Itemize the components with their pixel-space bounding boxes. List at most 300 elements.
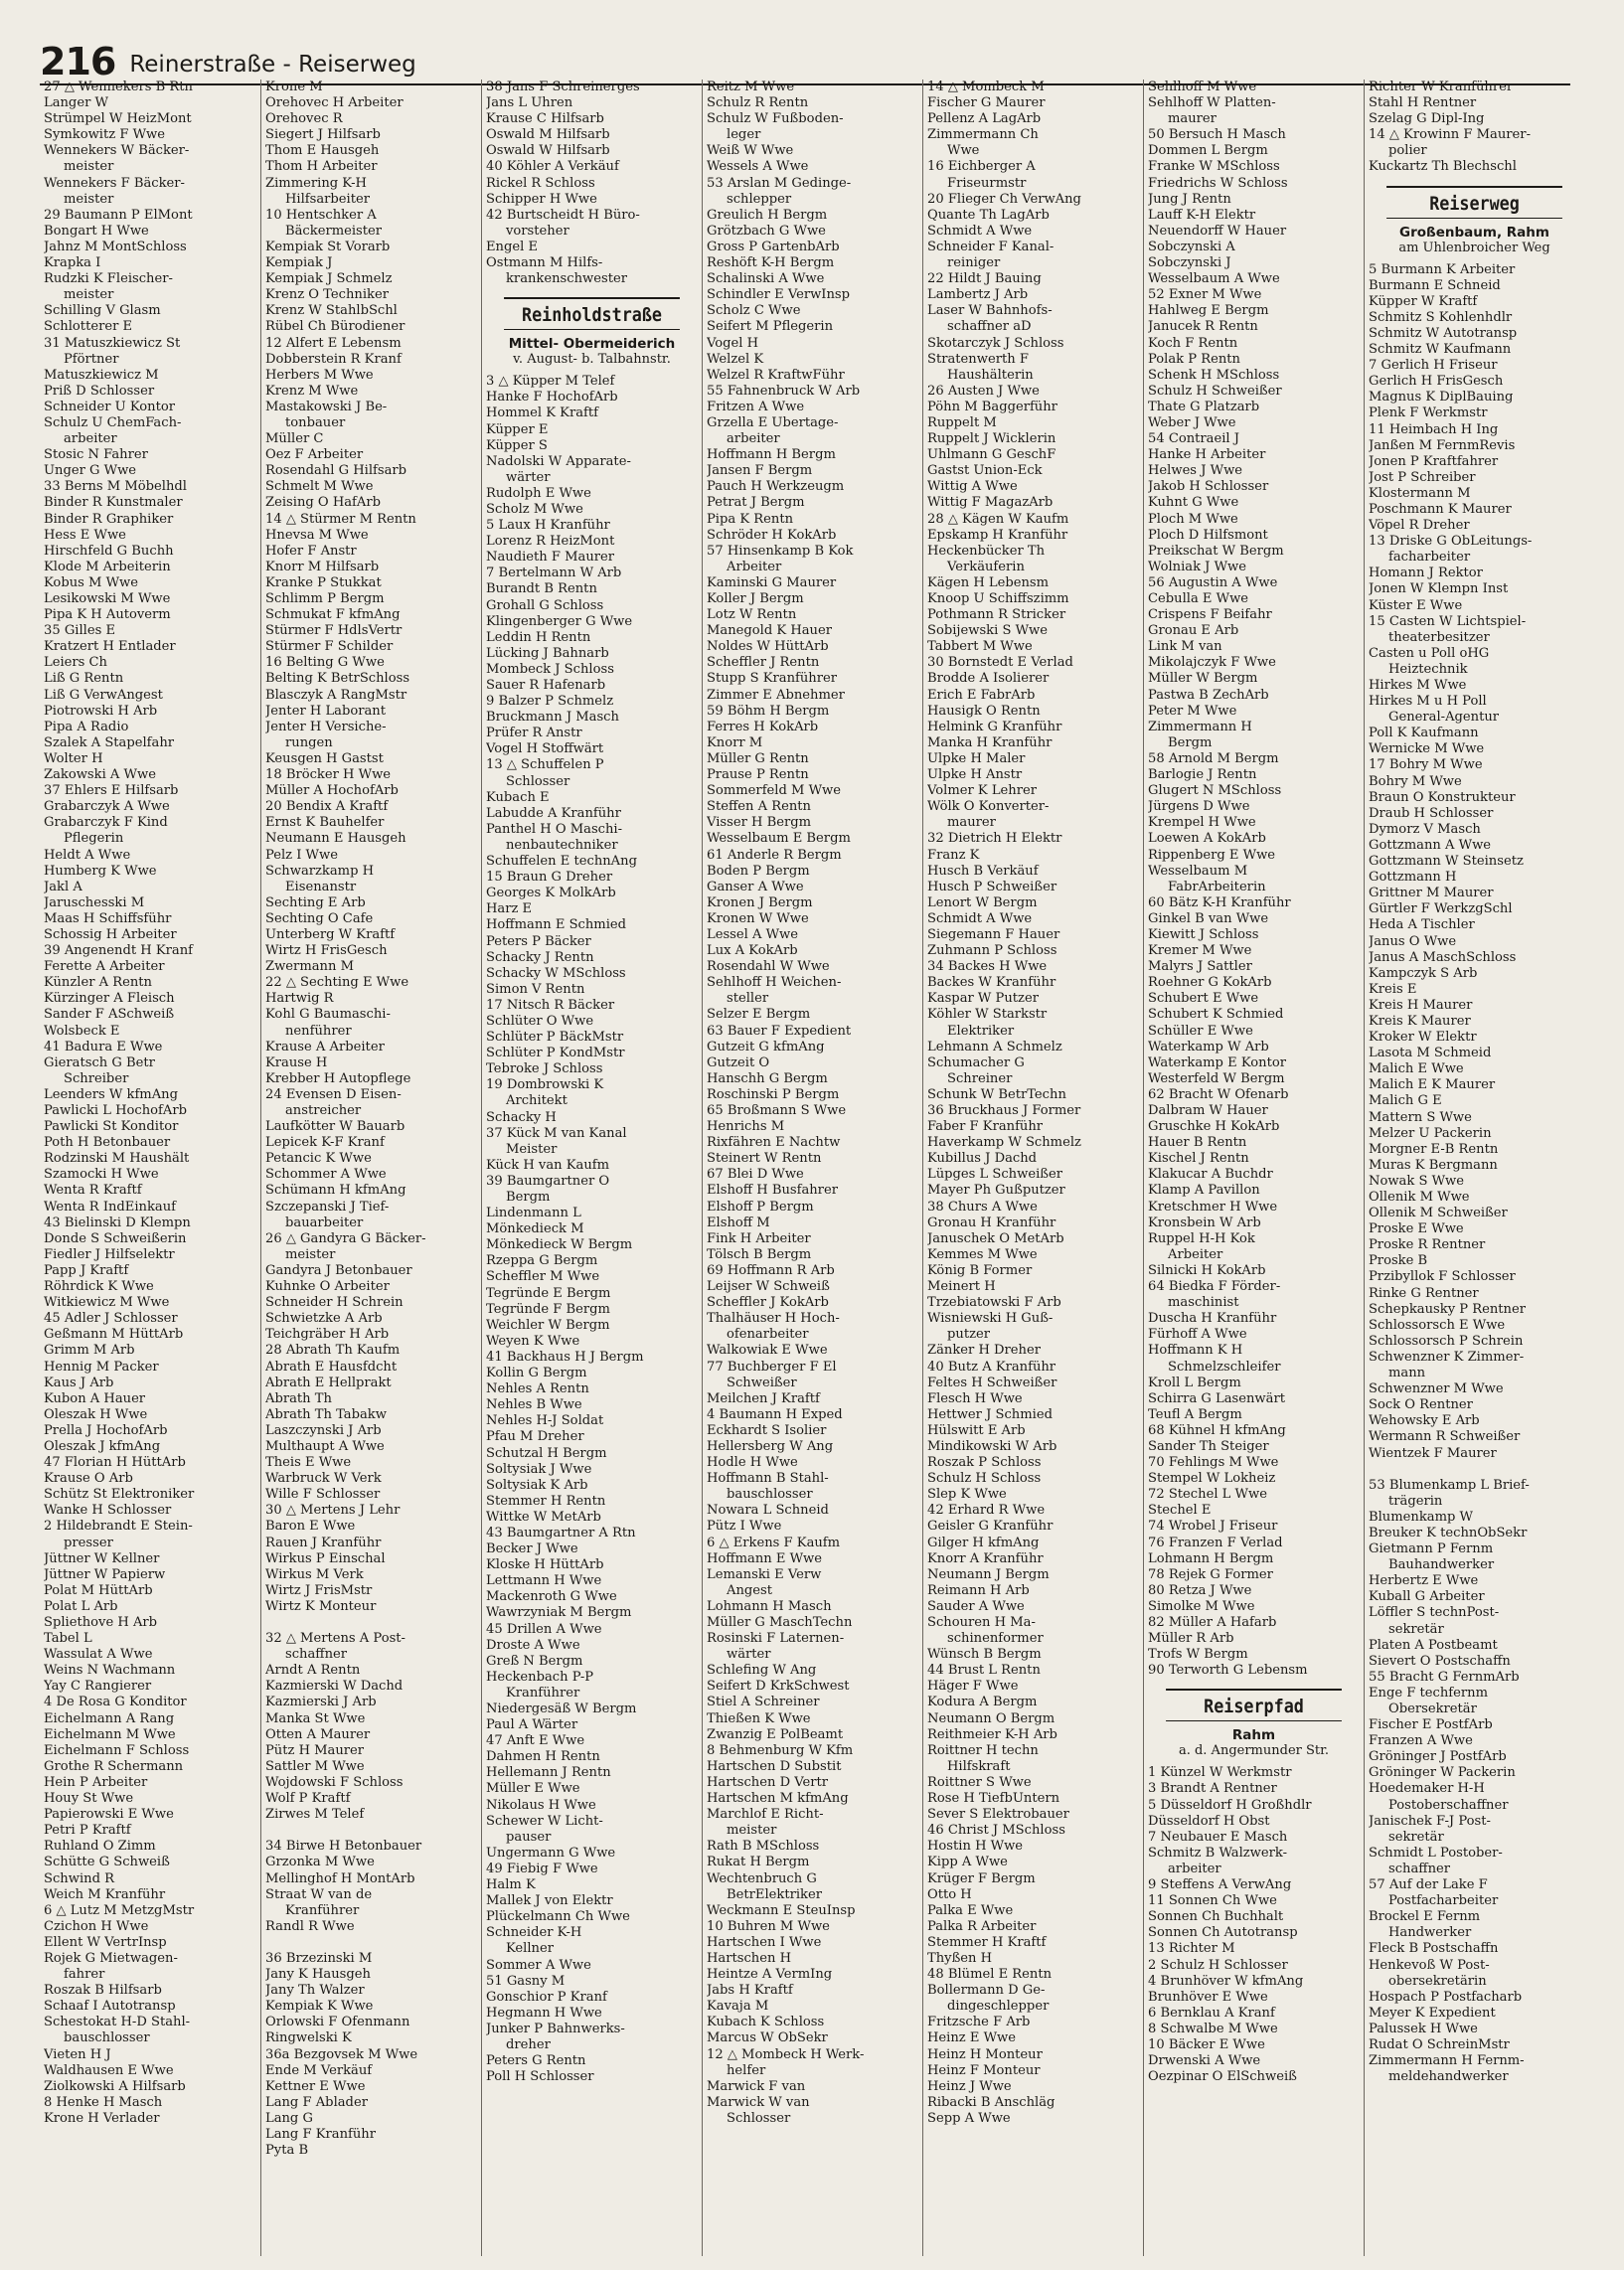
directory-entry: Barlogie J Rentn — [1148, 767, 1257, 783]
directory-entry: Henkevoß W Post- — [1369, 1957, 1490, 1973]
directory-entry: Thate G Platzarb — [1148, 399, 1260, 414]
directory-entry: Rinke G Rentner — [1369, 1285, 1479, 1301]
directory-entry: Rose H TiefbUntern — [927, 1791, 1060, 1807]
directory-entry: Thyßen H — [927, 1950, 993, 1966]
directory-entry: Schlossorsch P Schrein — [1369, 1333, 1524, 1349]
directory-entry: Ruppelt J Wicklerin — [927, 431, 1056, 447]
directory-entry: Burmann E Schneid — [1369, 277, 1501, 293]
directory-entry: Hartschen M kfmAng — [707, 1791, 849, 1807]
directory-entry: 6 △ Lutz M MetzgMstr — [44, 1902, 195, 1918]
directory-entry: Wessels A Wwe — [707, 159, 809, 175]
directory-entry: Prella J HochofArb — [44, 1422, 168, 1438]
directory-column — [260, 80, 477, 2256]
directory-entry: Schulz W Fußboden- — [707, 111, 844, 127]
directory-entry: Fischer E PostfArb — [1369, 1717, 1493, 1733]
directory-entry: 14 △ Mombeck M — [927, 80, 1045, 94]
directory-entry: Mindikowski W Arb — [927, 1438, 1057, 1454]
entry-continuation: facharbeiter — [1388, 550, 1471, 566]
directory-entry: Roehner G KokArb — [1148, 975, 1272, 991]
directory-entry: Heldt A Wwe — [44, 847, 131, 863]
directory-entry: Wesselbaum E Bergm — [707, 831, 851, 847]
directory-entry — [265, 1615, 477, 1631]
entry-continuation: putzer — [947, 1327, 990, 1343]
directory-entry: Neumann O Bergm — [927, 1710, 1056, 1726]
directory-entry: Leddin H Rentn — [486, 629, 591, 645]
directory-entry: 77 Buchberger F El — [707, 1359, 837, 1375]
directory-entry: Häger F Wwe — [927, 1679, 1019, 1695]
directory-entry: Hennig M Packer — [44, 1359, 159, 1375]
entry-continuation: trägerin — [1388, 1493, 1443, 1509]
directory-entry: Schümann H kfmAng — [265, 1183, 406, 1199]
directory-entry: Kuhnke O Arbeiter — [265, 1279, 390, 1295]
directory-entry: Elshoff P Bergm — [707, 1199, 814, 1215]
directory-entry: Weiß W Wwe — [707, 143, 794, 159]
directory-entry: Stürmer F HdlsVertr — [265, 623, 403, 639]
directory-entry: Tegründe E Bergm — [486, 1285, 611, 1301]
directory-entry: Dommen L Bergm — [1148, 143, 1268, 159]
directory-entry: Hanschh G Bergm — [707, 1070, 828, 1086]
directory-entry: Walkowiak E Wwe — [707, 1343, 828, 1359]
directory-entry: 61 Anderle R Bergm — [707, 847, 842, 863]
entry-continuation: meister — [727, 1823, 777, 1839]
directory-entry: Nowak S Wwe — [1369, 1173, 1464, 1189]
directory-entry: Mönkedieck M — [486, 1221, 584, 1237]
directory-entry: Schröder H KokArb — [707, 527, 837, 543]
directory-entry: Schlüter P KondMstr — [486, 1046, 625, 1061]
directory-entry: Kroll L Bergm — [1148, 1375, 1241, 1390]
directory-entry: Quante Th LagArb — [927, 207, 1050, 223]
directory-entry: Nowara L Schneid — [707, 1503, 829, 1519]
entry-continuation: General-Agentur — [1388, 710, 1500, 726]
directory-entry: Krempel H Wwe — [1148, 815, 1256, 831]
directory-entry: Pöhn M Baggerführ — [927, 399, 1057, 414]
entry-continuation: steller — [727, 991, 769, 1007]
directory-entry: Grabarczyk F Kind — [44, 815, 168, 831]
directory-entry: 5 Burmann K Arbeiter — [1369, 261, 1516, 277]
directory-entry: Abrath Th Tabakw — [265, 1406, 387, 1422]
directory-entry: Erich E FabrArb — [927, 687, 1036, 703]
directory-entry: Krapka I — [44, 255, 101, 271]
directory-entry: Lemanski E Verw — [707, 1566, 822, 1582]
directory-entry: Prause P Rentn — [707, 767, 809, 783]
directory-entry: 14 △ Stürmer M Rentn — [265, 511, 416, 527]
directory-entry: Witkiewicz M Wwe — [44, 1295, 170, 1311]
directory-entry: Ruppelt M — [927, 414, 997, 430]
entry-continuation: Schreiber — [64, 1070, 129, 1086]
entry-continuation: helfer — [727, 2062, 766, 2078]
directory-entry: Schacky J Rentn — [486, 949, 594, 965]
directory-entry: Klode M Arbeiterin — [44, 559, 171, 574]
directory-entry: 40 Köhler A Verkäuf — [486, 159, 619, 175]
directory-entry: 37 Ehlers E Hilfsarb — [44, 783, 179, 799]
entry-continuation: maurer — [1168, 111, 1217, 127]
directory-entry: Schmitz B Walzwerk- — [1148, 1845, 1288, 1861]
directory-entry: Petri P Kraftf — [44, 1823, 131, 1839]
entry-continuation: Schlosser — [727, 2110, 791, 2126]
directory-entry: Pfau M Dreher — [486, 1429, 584, 1445]
directory-entry: Gürtler F WerkzgSchl — [1369, 901, 1513, 917]
directory-entry: Jaruschesski M — [44, 894, 145, 910]
directory-entry: Sander Th Steiger — [1148, 1438, 1269, 1454]
directory-entry: 2 Hildebrandt E Stein- — [44, 1519, 193, 1535]
directory-entry: Mikolajczyk F Wwe — [1148, 655, 1276, 671]
directory-entry: Mombeck J Schloss — [486, 661, 614, 677]
entry-continuation: nenführer — [285, 1023, 352, 1039]
directory-entry: 34 Birwe H Betonbauer — [265, 1839, 422, 1855]
directory-entry: Heinz E Wwe — [927, 2030, 1016, 2046]
directory-entry: Gilger H kfmAng — [927, 1535, 1040, 1550]
directory-entry: Sock O Rentner — [1369, 1397, 1473, 1413]
directory-entry: Knoop U Schiffszimm — [927, 591, 1069, 606]
directory-entry: Krause H — [265, 1054, 328, 1070]
directory-entry: Peters G Rentn — [486, 2053, 586, 2069]
directory-entry: 38 Churs A Wwe — [927, 1199, 1038, 1215]
directory-entry: Fürhoff A Wwe — [1148, 1327, 1247, 1343]
directory-entry: Pipa A Radio — [44, 719, 129, 734]
directory-entry: 12 △ Mombeck H Werk- — [707, 2046, 865, 2062]
directory-entry: 46 Christ J MSchloss — [927, 1823, 1065, 1839]
directory-entry: Maas H Schiffsführ — [44, 910, 172, 926]
directory-entry: Preikschat W Bergm — [1148, 543, 1284, 559]
directory-entry: Naudieth F Maurer — [486, 550, 615, 566]
directory-entry: Oleszak H Wwe — [44, 1406, 148, 1422]
directory-entry: Fritzsche F Arb — [927, 2015, 1031, 2030]
directory-entry: Ruhland O Zimm — [44, 1839, 156, 1855]
directory-entry: Elshoff M — [707, 1215, 770, 1230]
directory-entry: Feltes H Schweißer — [927, 1375, 1057, 1390]
entry-continuation: rungen — [285, 734, 333, 750]
directory-entry: Rickel R Schloss — [486, 175, 595, 191]
directory-entry: Grzonka M Wwe — [265, 1855, 375, 1870]
directory-entry: Küpper E — [486, 421, 549, 437]
directory-entry: Grothe R Schermann — [44, 1758, 184, 1774]
directory-entry: Rojek G Mietwagen- — [44, 1950, 178, 1966]
directory-entry: 47 Florian H HüttArb — [44, 1455, 186, 1471]
directory-entry: Orehovec R — [265, 111, 343, 127]
street-location-note: am Uhlenbroicher Weg — [1398, 240, 1550, 255]
directory-entry: Morgner E-B Rentn — [1369, 1141, 1499, 1157]
directory-entry: 17 Bohry M Wwe — [1369, 757, 1483, 773]
directory-entry: Januschek O MetArb — [927, 1230, 1064, 1246]
directory-entry: 8 Henke H Masch — [44, 2094, 163, 2110]
directory-entry: Künzler A Rentn — [44, 975, 152, 991]
directory-entry: Lessel A Wwe — [707, 926, 799, 942]
directory-entry: Otten A Maurer — [265, 1726, 371, 1742]
directory-entry: 47 Anft E Wwe — [486, 1733, 585, 1749]
directory-entry: Kempiak J — [265, 255, 333, 271]
directory-entry: Kiewitt J Schloss — [1148, 926, 1259, 942]
street-heading: Reiserpfad — [1166, 1689, 1342, 1721]
directory-entry: Haverkamp W Schmelz — [927, 1135, 1081, 1151]
directory-entry: Flesch H Wwe — [927, 1390, 1023, 1406]
directory-entry: Schwenzner K Zimmer- — [1369, 1349, 1525, 1365]
directory-entry: Jenter H Versiche- — [265, 719, 387, 734]
directory-entry: Gruschke H KokArb — [1148, 1119, 1280, 1135]
directory-entry: Reithmeier K-H Arb — [927, 1726, 1057, 1742]
directory-entry: Siegert J Hilfsarb — [265, 127, 381, 143]
directory-entry: Dahmen H Rentn — [486, 1749, 600, 1765]
directory-entry: Friedrichs W Schloss — [1148, 175, 1288, 191]
directory-entry: 76 Franzen F Verlad — [1148, 1535, 1283, 1550]
directory-entry: Neumann J Bergm — [927, 1566, 1050, 1582]
directory-entry: Pelz I Wwe — [265, 847, 338, 863]
directory-entry: 36 Bruckhaus J Former — [927, 1103, 1081, 1118]
directory-entry: Platen A Postbeamt — [1369, 1637, 1498, 1653]
directory-entry: Kreis H Maurer — [1369, 997, 1473, 1013]
entry-continuation: tonbauer — [285, 414, 346, 430]
directory-entry: Polak P Rentn — [1148, 351, 1240, 367]
directory-entry: 28 Abrath Th Kaufm — [265, 1343, 401, 1359]
directory-entry: Sauder A Wwe — [927, 1598, 1025, 1614]
directory-entry: Multhaupt A Wwe — [265, 1438, 385, 1454]
directory-entry: 59 Böhm H Bergm — [707, 703, 830, 719]
directory-entry: 49 Fiebig F Wwe — [486, 1861, 598, 1876]
directory-entry: 41 Backhaus H J Bergm — [486, 1349, 644, 1365]
directory-entry: Helwes J Wwe — [1148, 463, 1243, 479]
directory-entry: Schmukat F kfmAng — [265, 607, 401, 623]
directory-entry: Gottzmann H — [1369, 870, 1457, 886]
directory-entry: 67 Blei D Wwe — [707, 1167, 804, 1183]
entry-continuation: maurer — [947, 815, 996, 831]
directory-entry: Wolniak J Wwe — [1148, 559, 1246, 574]
directory-entry: Wehowsky E Arb — [1369, 1413, 1480, 1429]
directory-entry: Drwenski A Wwe — [1148, 2053, 1261, 2069]
directory-entry: Wechtenbruch G — [707, 1870, 817, 1886]
directory-entry: Schmidt A Wwe — [927, 910, 1033, 926]
directory-entry: Bruckmann J Masch — [486, 710, 619, 726]
directory-entry: Kubach E — [486, 789, 550, 805]
directory-entry: Muras K Bergmann — [1369, 1157, 1498, 1173]
directory-entry: Wenta R Kraftf — [44, 1183, 142, 1199]
directory-entry: Kratzert H Entlader — [44, 639, 176, 655]
directory-entry: Proske B — [1369, 1253, 1428, 1269]
entry-continuation: Bäckermeister — [285, 223, 383, 239]
directory-entry: Cebulla E Wwe — [1148, 591, 1249, 606]
entry-continuation: Bergm — [506, 1190, 551, 1205]
directory-entry: Lambertz J Arb — [927, 287, 1029, 303]
directory-entry: Schalinski A Wwe — [707, 271, 825, 287]
directory-entry: Schlüter P BäckMstr — [486, 1030, 624, 1046]
directory-entry: Donde S Schweißerin — [44, 1230, 187, 1246]
directory-entry: Harz E — [486, 901, 533, 917]
directory-entry: Schulz H Schweißer — [1148, 383, 1282, 399]
directory-entry: Palka R Arbeiter — [927, 1918, 1037, 1934]
directory-entry: Heintze A VermIng — [707, 1967, 833, 1983]
directory-entry: 6 △ Erkens F Kaufm — [707, 1535, 841, 1550]
directory-entry: 29 Baumann P ElMont — [44, 207, 193, 223]
directory-entry: 4 De Rosa G Konditor — [44, 1695, 187, 1710]
directory-entry: Oswald M Hilfsarb — [486, 127, 610, 143]
directory-entry: Zuhmann P Schloss — [927, 943, 1057, 959]
directory-entry: 9 Steffens A VerwAng — [1148, 1877, 1292, 1893]
directory-entry: 3 △ Küpper M Telef — [486, 374, 615, 390]
directory-entry: 9 Balzer P Schmelz — [486, 694, 614, 710]
entry-continuation: wärter — [727, 1647, 771, 1663]
directory-entry: Meinert H — [927, 1279, 996, 1295]
directory-entry: 50 Bersuch H Masch — [1148, 127, 1286, 143]
directory-entry: Grzella E Übertage- — [707, 414, 839, 430]
directory-entry: Silnicki H KokArb — [1148, 1262, 1266, 1278]
directory-entry: Schüller E Wwe — [1148, 1023, 1253, 1039]
directory-entry: Janus O Wwe — [1369, 933, 1457, 949]
directory-entry: Rauen J Kranführ — [265, 1535, 382, 1550]
entry-continuation: Schreiner — [947, 1070, 1013, 1086]
directory-entry: Rudzki K Fleischer- — [44, 271, 173, 287]
directory-entry: 30 Bornstedt E Verlad — [927, 655, 1073, 671]
directory-entry: Palussek H Wwe — [1369, 2021, 1478, 2036]
directory-entry: Rzeppa G Bergm — [486, 1253, 598, 1269]
directory-entry: Mayer Ph Gußputzer — [927, 1183, 1065, 1199]
directory-entry: Richter W Kranführer — [1369, 80, 1514, 94]
directory-entry: Mellinghof H MontArb — [265, 1870, 415, 1886]
entry-continuation: pauser — [506, 1829, 552, 1845]
directory-entry: Wisniewski H Guß- — [927, 1311, 1054, 1327]
directory-entry: Stahl H Rentner — [1369, 95, 1477, 111]
entry-continuation: Arbeiter — [1168, 1246, 1223, 1262]
directory-entry: Dobberstein R Kranf — [265, 351, 402, 367]
directory-entry: Schneider F Kanal- — [927, 239, 1055, 254]
directory-entry: Straat W van de — [265, 1886, 373, 1902]
directory-entry: Hartschen H — [707, 1950, 791, 1966]
directory-entry: Ende M Verkäuf — [265, 2062, 373, 2078]
directory-entry: Jansen F Bergm — [707, 463, 813, 479]
directory-entry: Marcus W ObSekr — [707, 2030, 828, 2046]
directory-entry: Manka H Kranführ — [927, 734, 1053, 750]
directory-entry: Hostin H Wwe — [927, 1839, 1024, 1855]
directory-entry: Melzer U Packerin — [1369, 1125, 1492, 1141]
directory-entry: Braun O Konstrukteur — [1369, 789, 1516, 805]
directory-entry: Jabs H Kraftf — [707, 1983, 793, 1999]
directory-entry: Szelag G Dipl-Ing — [1369, 111, 1485, 127]
directory-entry: 32 △ Mertens A Post- — [265, 1631, 406, 1647]
directory-entry: Scholz M Wwe — [486, 501, 583, 517]
directory-entry: Link M van — [1148, 639, 1222, 655]
directory-entry: Epskamp H Kranführ — [927, 527, 1068, 543]
directory-entry: Brodde A Isolierer — [927, 671, 1050, 687]
directory-entry: Mastakowski J Be- — [265, 399, 388, 414]
directory-entry: 53 Arslan M Gedinge- — [707, 175, 852, 191]
directory-entry: Kägen H Lebensm — [927, 574, 1050, 590]
directory-entry: Kaminski G Maurer — [707, 574, 837, 590]
directory-entry: Duscha H Kranführ — [1148, 1311, 1277, 1327]
entry-continuation: fahrer — [64, 1967, 105, 1983]
directory-entry: 45 Adler J Schlosser — [44, 1311, 178, 1327]
entry-continuation: sekretär — [1388, 1621, 1444, 1637]
entry-continuation: Schweißer — [727, 1375, 797, 1390]
directory-entry: Sattler M Wwe — [265, 1758, 365, 1774]
directory-entry: Schuffelen E technAng — [486, 854, 637, 870]
directory-entry: 36a Bezgovsek M Wwe — [265, 2046, 418, 2062]
directory-entry: Rosendahl G Hilfsarb — [265, 463, 407, 479]
directory-entry: Krause O Arb — [44, 1471, 133, 1487]
directory-entry: Sever S Elektrobauer — [927, 1807, 1069, 1823]
directory-entry: Poll H Schlosser — [486, 2069, 594, 2085]
directory-entry: 7 Bertelmann W Arb — [486, 566, 622, 581]
directory-entry: Elshoff H Busfahrer — [707, 1183, 838, 1199]
entry-continuation: maschinist — [1168, 1295, 1239, 1311]
directory-entry: Poth H Betonbauer — [44, 1135, 171, 1151]
directory-entry: Wesselbaum A Wwe — [1148, 271, 1280, 287]
entry-continuation: Kranführer — [506, 1685, 580, 1701]
directory-entry: 8 Behmenburg W Kfm — [707, 1742, 854, 1758]
directory-entry: Lohmann H Bergm — [1148, 1550, 1274, 1566]
directory-entry: Gandyra J Betonbauer — [265, 1262, 412, 1278]
directory-entry: 33 Berns M Möbelhdl — [44, 479, 187, 495]
entry-continuation: Arbeiter — [727, 559, 782, 574]
directory-entry: Nehles H-J Soldat — [486, 1413, 604, 1429]
directory-entry: Thießen K Wwe — [707, 1710, 811, 1726]
entry-continuation: Hilfskraft — [947, 1758, 1011, 1774]
entry-continuation: schaffner — [1388, 1861, 1451, 1876]
directory-entry: Wirtz J FrisMstr — [265, 1582, 373, 1598]
entry-continuation: Friseurmstr — [947, 175, 1027, 191]
directory-entry: Roittner S Wwe — [927, 1774, 1032, 1790]
entry-continuation: Schlosser — [506, 773, 570, 789]
street-location-note: a. d. Angermunder Str. — [1178, 1743, 1330, 1759]
directory-entry: Krenz O Techniker — [265, 287, 389, 303]
directory-entry: Ulpke H Anstr — [927, 767, 1023, 783]
directory-entry: Franzen A Wwe — [1369, 1733, 1473, 1749]
directory-entry: Gerlich H FrisGesch — [1369, 374, 1504, 390]
directory-entry: Sonnen Ch Autotransp — [1148, 1925, 1298, 1941]
directory-entry: Westerfeld W Bergm — [1148, 1070, 1285, 1086]
directory-entry: Krüger F Bergm — [927, 1870, 1036, 1886]
directory-entry: Grötzbach G Wwe — [707, 223, 826, 239]
directory-entry: Roschinski P Bergm — [707, 1086, 840, 1102]
directory-entry: Theis E Wwe — [265, 1455, 352, 1471]
directory-entry: Gonschior P Kranf — [486, 1989, 607, 2005]
directory-entry: Hoffmann E Schmied — [486, 917, 627, 933]
directory-entry: Jüttner W Papierw — [44, 1566, 166, 1582]
directory-entry: Niedergesäß W Bergm — [486, 1702, 637, 1716]
directory-entry: Stosic N Fahrer — [44, 447, 148, 463]
directory-entry: Kobus M Wwe — [44, 574, 138, 590]
directory-entry: Wernicke M Wwe — [1369, 741, 1485, 757]
directory-entry: 45 Drillen A Wwe — [486, 1621, 602, 1637]
street-heading: Reiserweg — [1386, 186, 1562, 219]
directory-entry: Pastwa B ZechArb — [1148, 687, 1269, 703]
directory-entry: Knorr A Kranführ — [927, 1550, 1044, 1566]
directory-entry: Humberg K Wwe — [44, 863, 157, 879]
entry-continuation: Verkäuferin — [947, 559, 1025, 574]
directory-entry: 74 Wrobel J Friseur — [1148, 1519, 1278, 1535]
directory-entry: 52 Exner M Wwe — [1148, 287, 1262, 303]
directory-entry: 38 Jans F Schreinerges — [486, 80, 640, 94]
directory-entry: Sehlhoff M Wwe — [1148, 80, 1257, 94]
directory-entry: Lang F Ablader — [265, 2094, 368, 2110]
directory-entry: 40 Butz A Kranführ — [927, 1359, 1056, 1375]
directory-entry: Weber J Wwe — [1148, 414, 1236, 430]
directory-entry: Trzebiatowski F Arb — [927, 1295, 1061, 1311]
directory-entry: Strümpel W HeizMont — [44, 111, 192, 127]
directory-entry: Boden P Bergm — [707, 863, 810, 879]
entry-continuation: mann — [1388, 1366, 1426, 1381]
directory-entry: Franz K — [927, 847, 980, 863]
directory-entry: Rosinski F Laternen- — [707, 1631, 845, 1647]
directory-entry: Sepp A Wwe — [927, 2110, 1011, 2126]
directory-entry: Sievert O Postschaffn — [1369, 1653, 1511, 1669]
directory-entry: 57 Hinsenkamp B Kok — [707, 543, 854, 559]
directory-entry: 28 △ Kägen W Kaufm — [927, 511, 1069, 527]
directory-entry: Sechting O Cafe — [265, 910, 374, 926]
directory-entry: Krause C Hilfsarb — [486, 111, 604, 127]
directory-entry: Wolter H — [44, 750, 103, 766]
directory-entry: Ziolkowski A Hilfsarb — [44, 2078, 186, 2094]
directory-entry: Düsseldorf H Obst — [1148, 1813, 1270, 1829]
directory-entry: Schumacher G — [927, 1054, 1025, 1070]
directory-entry: Stechel E — [1148, 1503, 1212, 1519]
directory-entry: Ruppel H-H Kok — [1148, 1230, 1255, 1246]
